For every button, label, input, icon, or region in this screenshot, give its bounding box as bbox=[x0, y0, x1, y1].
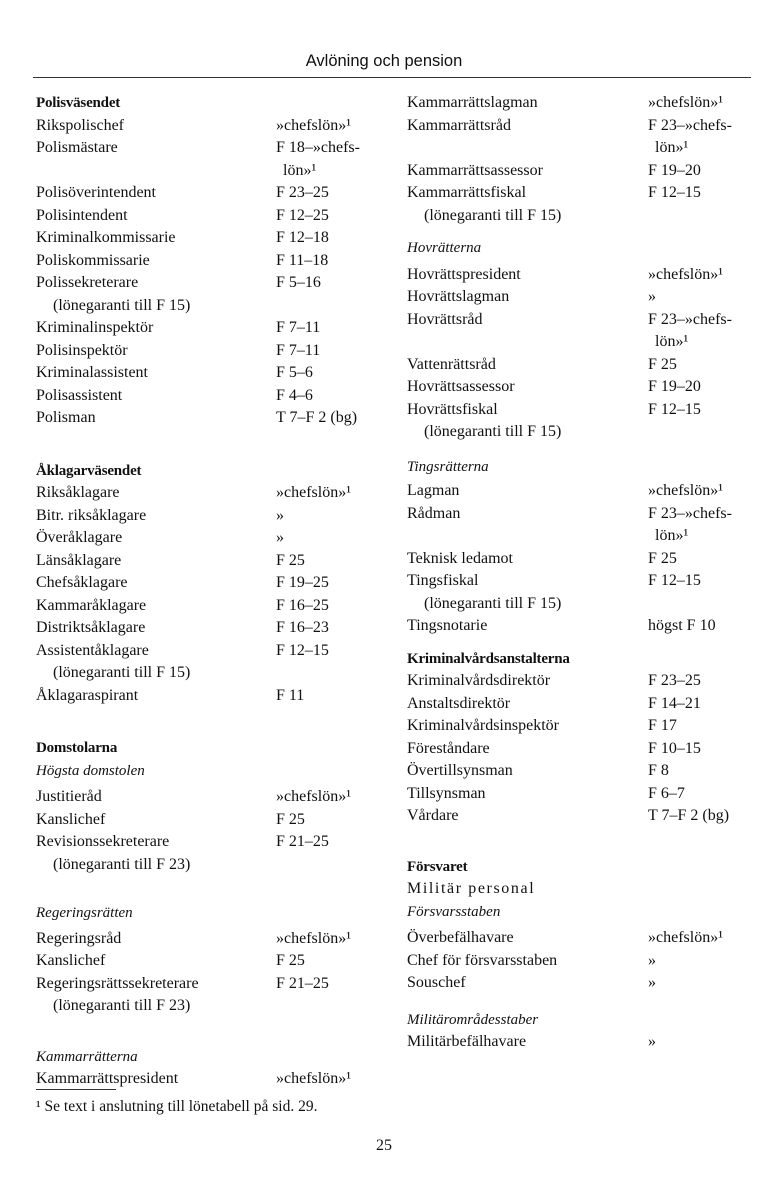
position-title: Hovrättslagman bbox=[407, 288, 510, 305]
salary-grade-text: » bbox=[276, 506, 284, 524]
salary-grade-text: F 23–25 bbox=[276, 184, 329, 201]
position-title: Kammarrättsråd bbox=[407, 116, 511, 134]
footnote-rule bbox=[36, 1089, 116, 1090]
salary-grade bbox=[276, 950, 305, 973]
position-title: (lönegaranti till F 23) bbox=[53, 855, 191, 873]
salary-grade-text: F 17 bbox=[648, 717, 677, 734]
salary-grade bbox=[648, 783, 685, 806]
list-item bbox=[407, 354, 757, 377]
salary-grade bbox=[276, 115, 351, 138]
position-title: Polisinspektör bbox=[36, 341, 128, 359]
position-title: (lönegaranti till F 23) bbox=[53, 997, 191, 1014]
salary-grade-text: »chefslön»¹ bbox=[648, 482, 723, 499]
list-item bbox=[407, 92, 757, 115]
section-heading-forsvar: Försvaret bbox=[407, 858, 468, 875]
salary-grade-text: »chefslön»¹ bbox=[276, 929, 351, 947]
salary-grade-text: »chefslön»¹ bbox=[648, 265, 723, 283]
position-title: Polisöverintendent bbox=[36, 184, 156, 201]
salary-grade-text: F 4–6 bbox=[276, 386, 313, 404]
position-title: Kriminalinspektör bbox=[36, 319, 154, 336]
salary-grade bbox=[648, 354, 677, 377]
list-item bbox=[407, 376, 757, 399]
list-item bbox=[407, 264, 757, 287]
list-item bbox=[36, 973, 386, 996]
list-item bbox=[36, 227, 386, 250]
salary-grade-text: F 21–25 bbox=[276, 833, 329, 850]
list-item bbox=[407, 570, 757, 593]
salary-grade-text: T 7–F 2 (bg) bbox=[276, 409, 358, 426]
position-title: Övertillsynsman bbox=[407, 762, 513, 779]
salary-grade bbox=[648, 503, 732, 548]
regering-list bbox=[36, 928, 386, 1018]
header-rule bbox=[33, 77, 751, 78]
position-title: Rikspolischef bbox=[36, 116, 124, 134]
salary-grade-continuation: lön»¹ bbox=[655, 527, 689, 544]
salary-grade-text: »chefslön»¹ bbox=[648, 94, 723, 111]
salary-grade bbox=[276, 1068, 351, 1091]
list-item bbox=[407, 421, 757, 444]
position-title: Tingsfiskal bbox=[407, 572, 479, 589]
list-item bbox=[36, 995, 386, 1018]
list-item bbox=[407, 670, 757, 693]
position-title: Kammaråklagare bbox=[36, 596, 147, 614]
salary-grade-text: » bbox=[648, 1033, 656, 1050]
salary-grade bbox=[648, 615, 716, 638]
position-title: Chefsåklagare bbox=[36, 574, 128, 591]
salary-grade-text: F 25 bbox=[648, 549, 677, 567]
kammar-right-list bbox=[407, 92, 757, 227]
salary-grade bbox=[276, 809, 305, 832]
salary-grade-text: F 19–20 bbox=[648, 161, 701, 179]
salary-grade-text: T 7–F 2 (bg) bbox=[648, 807, 730, 824]
salary-grade bbox=[648, 950, 656, 973]
salary-grade bbox=[276, 595, 329, 618]
list-item bbox=[36, 595, 386, 618]
list-item bbox=[407, 399, 757, 422]
milomr-list bbox=[407, 1031, 757, 1054]
list-item bbox=[407, 182, 757, 205]
subheading-forsvarsstaben: Försvarsstaben bbox=[407, 903, 501, 920]
salary-grade bbox=[276, 340, 320, 363]
list-item bbox=[407, 927, 757, 950]
section-heading-domstol: Domstolarna bbox=[36, 740, 118, 756]
salary-grade-continuation: lön»¹ bbox=[655, 333, 689, 350]
salary-grade bbox=[276, 272, 321, 295]
position-title: Hovrättsfiskal bbox=[407, 400, 498, 418]
salary-grade bbox=[276, 928, 351, 951]
list-item bbox=[407, 950, 757, 973]
position-title: Hovrättspresident bbox=[407, 265, 521, 283]
salary-grade-text: F 5–6 bbox=[276, 364, 313, 381]
salary-grade bbox=[276, 572, 329, 595]
position-title: Polisassistent bbox=[36, 386, 123, 404]
salary-grade-text: F 12–18 bbox=[276, 229, 329, 246]
salary-grade bbox=[276, 617, 329, 640]
list-item bbox=[36, 137, 386, 182]
salary-grade bbox=[648, 115, 732, 160]
hovratt-list bbox=[407, 264, 757, 444]
salary-grade bbox=[648, 399, 701, 422]
position-title: Justitieråd bbox=[36, 788, 102, 805]
list-item bbox=[36, 482, 386, 505]
position-title: (lönegaranti till F 15) bbox=[424, 594, 562, 612]
salary-grade bbox=[276, 362, 313, 385]
list-item bbox=[407, 286, 757, 309]
position-title: Lagman bbox=[407, 482, 460, 499]
list-item bbox=[36, 182, 386, 205]
salary-grade-text: F 25 bbox=[276, 952, 305, 969]
salary-grade-text: F 18–»chefs- bbox=[276, 139, 360, 156]
position-title: (lönegaranti till F 15) bbox=[53, 664, 191, 681]
position-title: Polissekreterare bbox=[36, 274, 139, 291]
list-item bbox=[407, 309, 757, 354]
salary-grade-text: »chefslön»¹ bbox=[276, 1070, 351, 1087]
list-item bbox=[36, 272, 386, 295]
salary-grade bbox=[648, 972, 656, 995]
salary-grade-text: F 5–16 bbox=[276, 274, 321, 291]
right-column bbox=[407, 92, 757, 1054]
position-title: Kriminalvårdsinspektör bbox=[407, 717, 559, 734]
position-title: Kriminalvårdsdirektör bbox=[407, 672, 551, 689]
salary-grade bbox=[648, 286, 656, 309]
position-title: Tingsnotarie bbox=[407, 617, 488, 634]
list-item bbox=[36, 295, 386, 318]
list-item bbox=[407, 160, 757, 183]
position-title: Bitr. riksåklagare bbox=[36, 506, 147, 524]
salary-grade bbox=[276, 685, 304, 708]
salary-grade-text: »chefslön»¹ bbox=[276, 788, 351, 805]
position-title: Regeringsrättssekreterare bbox=[36, 974, 199, 992]
salary-grade-text: F 11 bbox=[276, 686, 305, 704]
salary-grade-text: » bbox=[276, 529, 284, 546]
salary-grade-text: F 10–15 bbox=[648, 739, 701, 757]
salary-grade-text: F 12–15 bbox=[276, 641, 329, 659]
position-title: Hovrättsråd bbox=[407, 310, 483, 328]
list-item bbox=[36, 527, 386, 550]
list-item bbox=[407, 1031, 757, 1054]
position-title: Distriktsåklagare bbox=[36, 619, 146, 636]
salary-grade bbox=[648, 376, 701, 399]
salary-grade-text: » bbox=[648, 974, 656, 991]
position-title: Föreståndare bbox=[407, 739, 490, 757]
tingsratt-list bbox=[407, 480, 757, 638]
position-title: Riksåklagare bbox=[36, 484, 120, 501]
list-item bbox=[36, 340, 386, 363]
list-item bbox=[407, 715, 757, 738]
kammar-left-list bbox=[36, 1068, 386, 1091]
salary-grade bbox=[648, 927, 723, 950]
salary-grade bbox=[276, 973, 329, 996]
salary-grade-text: F 19–20 bbox=[648, 378, 701, 395]
list-item bbox=[407, 783, 757, 806]
salary-grade bbox=[648, 805, 729, 828]
salary-grade-text: F 16–25 bbox=[276, 596, 329, 614]
position-title: Revisionssekreterare bbox=[36, 833, 170, 850]
position-title: Överbefälhavare bbox=[407, 929, 514, 946]
subheading-militar-personal: Militär personal bbox=[407, 880, 536, 897]
position-title: Teknisk ledamot bbox=[407, 549, 513, 567]
list-item bbox=[36, 1068, 386, 1091]
salary-grade bbox=[648, 480, 723, 503]
aklagar-list bbox=[36, 482, 386, 707]
salary-grade-text: F 12–15 bbox=[648, 184, 701, 201]
salary-grade bbox=[276, 317, 320, 340]
list-item bbox=[36, 505, 386, 528]
position-title: Polisintendent bbox=[36, 206, 128, 224]
salary-grade-text: F 12–15 bbox=[648, 572, 701, 589]
list-item bbox=[36, 205, 386, 228]
position-title: Kanslichef bbox=[36, 952, 106, 969]
salary-grade bbox=[648, 182, 701, 205]
salary-grade-text: F 19–25 bbox=[276, 574, 329, 591]
page-number: 25 bbox=[376, 1137, 392, 1154]
position-title: Kammarrättsassessor bbox=[407, 161, 543, 179]
list-item bbox=[407, 693, 757, 716]
position-title: Militärbefälhavare bbox=[407, 1033, 527, 1050]
salary-grade bbox=[276, 786, 351, 809]
position-title: Rådman bbox=[407, 504, 461, 522]
salary-grade-text: F 6–7 bbox=[648, 784, 685, 802]
salary-grade-text: F 21–25 bbox=[276, 974, 329, 992]
position-title: Kammarrättslagman bbox=[407, 94, 538, 111]
position-title: Åklagaraspirant bbox=[36, 686, 139, 704]
list-item bbox=[36, 950, 386, 973]
salary-grade bbox=[648, 570, 701, 593]
position-title: Souschef bbox=[407, 974, 466, 991]
salary-grade-text: F 7–11 bbox=[276, 319, 321, 336]
position-title: Kriminalkommissarie bbox=[36, 229, 176, 246]
salary-grade-text: »chefslön»¹ bbox=[648, 929, 723, 946]
salary-grade bbox=[648, 548, 677, 571]
salary-grade-continuation: lön»¹ bbox=[655, 139, 689, 156]
list-item bbox=[36, 250, 386, 273]
section-heading-aklagar: Åklagarväsendet bbox=[36, 462, 142, 479]
salary-grade bbox=[276, 385, 313, 408]
salary-grade-text: F 16–23 bbox=[276, 619, 329, 636]
salary-grade-text: F 23–25 bbox=[648, 672, 701, 689]
salary-grade-text: F 14–21 bbox=[648, 694, 701, 712]
section-heading-polis: Polisväsendet bbox=[36, 95, 121, 111]
salary-grade bbox=[648, 92, 723, 115]
position-title: (lönegaranti till F 15) bbox=[424, 423, 562, 440]
subheading-hovratterna: Hovrätterna bbox=[407, 240, 482, 256]
salary-grade bbox=[276, 407, 357, 430]
position-title: (lönegaranti till F 15) bbox=[424, 206, 562, 224]
list-item bbox=[36, 407, 386, 430]
list-item bbox=[36, 550, 386, 573]
list-item bbox=[407, 615, 757, 638]
list-item bbox=[407, 115, 757, 160]
salary-grade bbox=[276, 640, 329, 663]
salary-grade bbox=[648, 670, 701, 693]
list-item bbox=[407, 972, 757, 995]
hogsta-list bbox=[36, 786, 386, 876]
position-title: Vårdare bbox=[407, 807, 459, 824]
position-title: Kriminalassistent bbox=[36, 364, 148, 381]
list-item bbox=[36, 572, 386, 595]
salary-grade bbox=[276, 137, 360, 182]
salary-grade-text: F 25 bbox=[276, 551, 305, 569]
forsvarsstab-list bbox=[407, 927, 757, 995]
salary-grade-text: » bbox=[648, 288, 656, 305]
position-title: Regeringsråd bbox=[36, 929, 122, 947]
salary-grade-text: F 25 bbox=[276, 810, 305, 828]
salary-grade-text: F 11–18 bbox=[276, 251, 329, 269]
section-heading-kriminalvard: Kriminalvårdsanstalterna bbox=[407, 650, 570, 667]
list-item bbox=[36, 385, 386, 408]
salary-grade bbox=[648, 160, 701, 183]
list-item bbox=[36, 786, 386, 809]
list-item bbox=[36, 831, 386, 854]
list-item bbox=[407, 480, 757, 503]
footnote: ¹ Se text i anslutning till lönetabell på sid. 29. bbox=[36, 1098, 318, 1115]
list-item bbox=[36, 362, 386, 385]
list-item bbox=[36, 662, 386, 685]
running-header: Avlöning och pension bbox=[305, 52, 463, 70]
position-title: Överåklagare bbox=[36, 529, 123, 546]
salary-grade-text: F 25 bbox=[648, 355, 677, 373]
list-item bbox=[36, 115, 386, 138]
list-item bbox=[407, 593, 757, 616]
position-title: Poliskommissarie bbox=[36, 251, 150, 269]
salary-grade bbox=[276, 831, 329, 854]
position-title: Kammarrättspresident bbox=[36, 1070, 179, 1087]
salary-grade bbox=[276, 505, 284, 528]
salary-grade bbox=[276, 482, 351, 505]
list-item bbox=[407, 205, 757, 228]
list-item bbox=[407, 548, 757, 571]
subheading-regeringsratten: Regeringsrätten bbox=[36, 905, 133, 921]
position-title: (lönegaranti till F 15) bbox=[53, 296, 191, 314]
salary-grade bbox=[648, 760, 669, 783]
salary-grade-text: F 12–25 bbox=[276, 206, 329, 224]
list-item bbox=[36, 685, 386, 708]
salary-grade bbox=[276, 250, 328, 273]
salary-grade bbox=[648, 309, 732, 354]
salary-grade-text: » bbox=[648, 951, 656, 969]
salary-grade-text: F 23–»chefs- bbox=[648, 310, 732, 328]
salary-grade-continuation: lön»¹ bbox=[283, 161, 317, 179]
salary-grade bbox=[276, 205, 329, 228]
salary-grade-text: »chefslön»¹ bbox=[276, 116, 351, 134]
salary-grade-text: F 23–»chefs- bbox=[648, 116, 732, 134]
salary-grade bbox=[276, 527, 284, 550]
list-item bbox=[407, 760, 757, 783]
salary-grade bbox=[648, 738, 701, 761]
position-title: Chef för försvarsstaben bbox=[407, 951, 558, 969]
left-column bbox=[36, 92, 386, 1091]
polis-list bbox=[36, 115, 386, 430]
salary-grade-text: »chefslön»¹ bbox=[276, 484, 351, 501]
position-title: Kanslichef bbox=[36, 810, 106, 828]
position-title: Hovrättsassessor bbox=[407, 378, 515, 395]
position-title: Länsåklagare bbox=[36, 551, 122, 569]
salary-grade-text: högst F 10 bbox=[648, 617, 716, 634]
subheading-militaromradesstaber: Militärområdesstaber bbox=[407, 1011, 539, 1028]
list-item bbox=[407, 738, 757, 761]
salary-grade-text: F 7–11 bbox=[276, 341, 321, 359]
position-title: Tillsynsman bbox=[407, 784, 486, 802]
list-item bbox=[36, 928, 386, 951]
salary-grade bbox=[276, 550, 305, 573]
list-item bbox=[407, 805, 757, 828]
salary-grade-text: F 8 bbox=[648, 762, 669, 779]
list-item bbox=[36, 854, 386, 877]
salary-grade bbox=[276, 182, 329, 205]
position-title: Polismästare bbox=[36, 139, 118, 156]
list-item bbox=[36, 809, 386, 832]
salary-grade bbox=[648, 1031, 656, 1054]
position-title: Polisman bbox=[36, 409, 96, 426]
salary-grade bbox=[276, 227, 329, 250]
list-item bbox=[36, 317, 386, 340]
kriminalvard-list bbox=[407, 670, 757, 828]
list-item bbox=[36, 640, 386, 663]
salary-grade bbox=[648, 715, 677, 738]
list-item bbox=[36, 617, 386, 640]
salary-grade bbox=[648, 264, 723, 287]
position-title: Vattenrättsråd bbox=[407, 355, 496, 373]
position-title: Anstaltsdirektör bbox=[407, 694, 511, 712]
subheading-kammarratterna: Kammarrätterna bbox=[36, 1048, 138, 1065]
position-title: Kammarrättsfiskal bbox=[407, 184, 527, 201]
salary-grade-text: F 12–15 bbox=[648, 400, 701, 418]
salary-grade bbox=[648, 693, 701, 716]
subheading-tingsratterna: Tingsrätterna bbox=[407, 458, 489, 475]
position-title: Assistentåklagare bbox=[36, 641, 149, 659]
list-item bbox=[407, 503, 757, 548]
subheading-hogsta-domstolen: Högsta domstolen bbox=[36, 762, 145, 779]
salary-grade-text: F 23–»chefs- bbox=[648, 504, 732, 522]
